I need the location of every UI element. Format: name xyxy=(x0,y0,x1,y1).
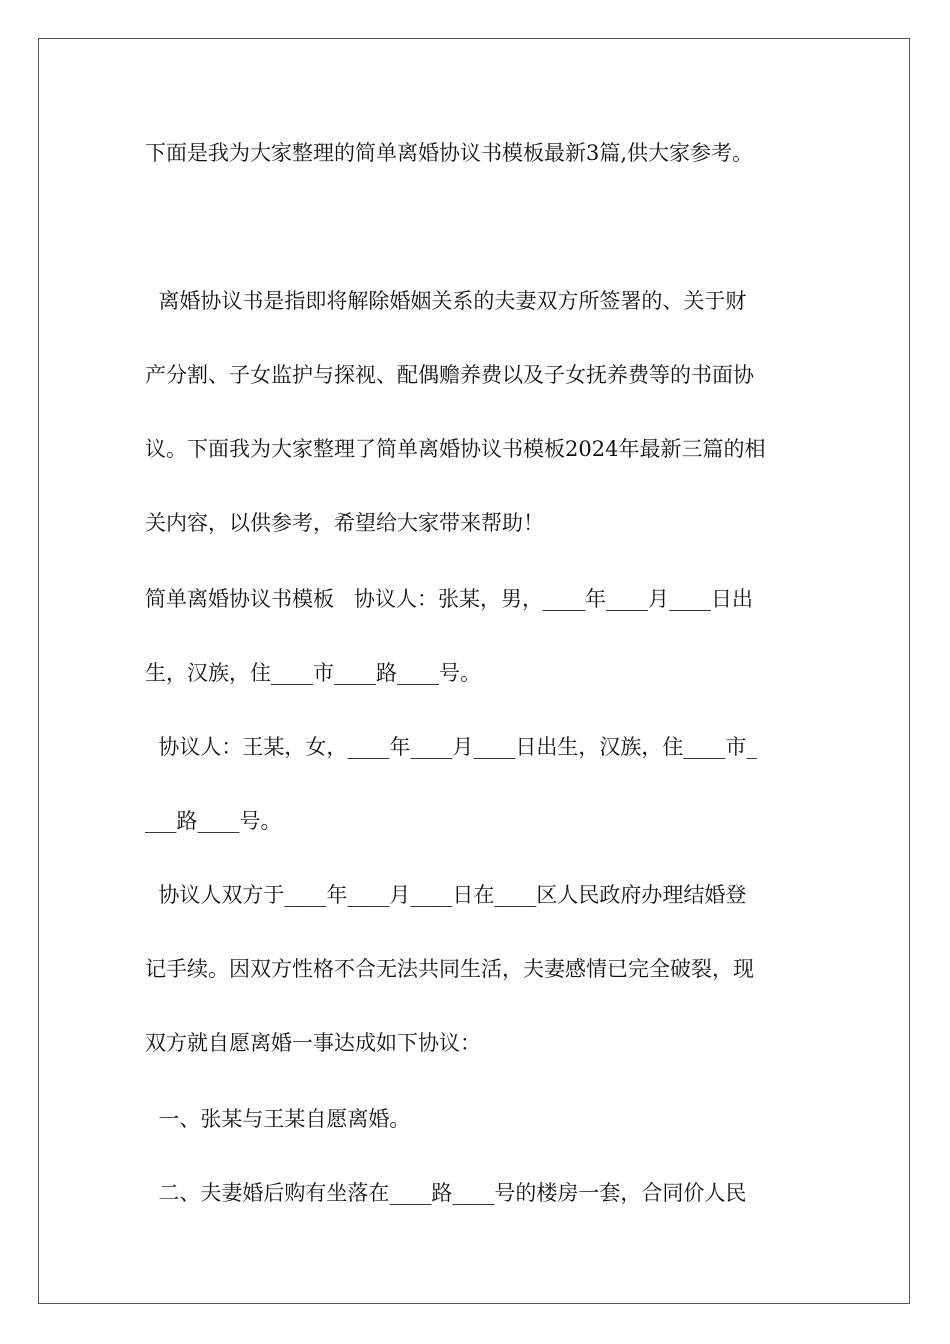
text-line-party-b-1: 协议人：王某，女，____年____月____日出生，汉族，住____市_ xyxy=(145,735,757,759)
text-line-marriage-3: 双方就自愿离婚一事达成如下协议： xyxy=(145,1031,481,1055)
text-line-marriage-2: 记手续。因双方性格不合无法共同生活，夫妻感情已完全破裂，现 xyxy=(145,957,754,981)
text-line-party-a-2: 生，汉族，住____市____路____号。 xyxy=(145,661,481,685)
text-line-definition-4: 关内容，以供参考，希望给大家带来帮助！ xyxy=(145,511,544,535)
text-line-marriage-1: 协议人双方于____年____月____日在____区人民政府办理结婚登 xyxy=(145,883,747,907)
text-line-definition-1: 离婚协议书是指即将解除婚姻关系的夫妻双方所签署的、关于财 xyxy=(145,289,747,313)
text-line-clause-2: 二、夫妻婚后购有坐落在____路____号的楼房一套，合同价人民 xyxy=(145,1181,747,1205)
text-line-definition-2: 产分割、子女监护与探视、配偶赡养费以及子女抚养费等的书面协 xyxy=(145,363,754,387)
text-line-intro: 下面是我为大家整理的简单离婚协议书模板最新3篇,供大家参考。 xyxy=(145,141,754,165)
text-line-party-a-1: 简单离婚协议书模板 协议人：张某，男，____年____月____日出 xyxy=(145,587,754,611)
text-line-party-b-2: ___路____号。 xyxy=(145,809,282,833)
text-line-clause-1: 一、张某与王某自愿离婚。 xyxy=(145,1107,411,1131)
text-line-definition-3: 议。下面我为大家整理了简单离婚协议书模板2024年最新三篇的相 xyxy=(145,437,766,461)
